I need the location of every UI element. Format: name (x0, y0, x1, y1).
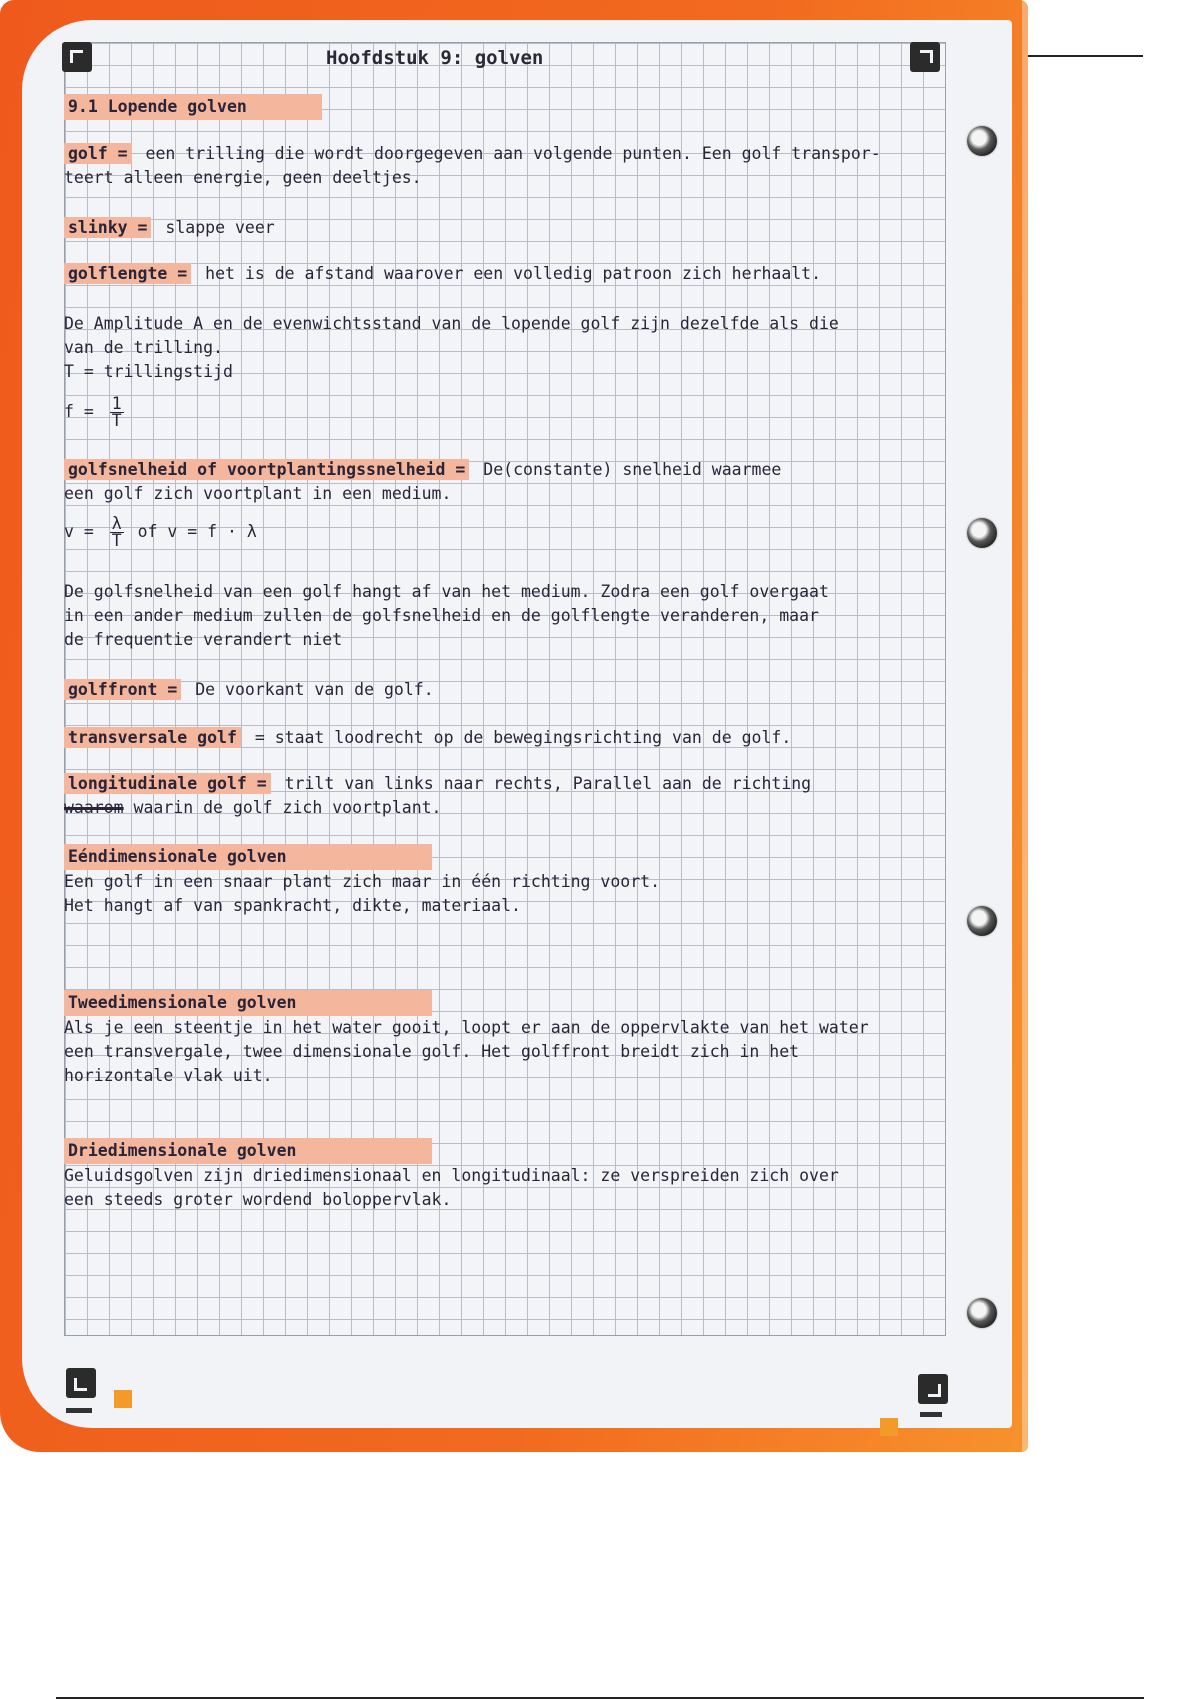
section-tweedimensionale (64, 990, 942, 1088)
binder-hole-2-icon (967, 518, 997, 548)
dash-marker-right (920, 1412, 942, 1417)
binder-hole-1-icon (967, 126, 997, 156)
fraction (110, 396, 124, 429)
definition-longitudinale (64, 772, 942, 820)
formula-rhs: of v = f · λ (137, 522, 257, 541)
definition-text: een golf zich voortplant in een medium. (64, 484, 452, 503)
paragraph-line: T = trillingstijd (64, 362, 233, 381)
section-eendimensionale (64, 844, 942, 918)
formula-lhs: v = (64, 522, 94, 541)
binder-hole-4-icon (967, 1298, 997, 1328)
section-heading-9-1 (64, 94, 942, 120)
heading-highlight: 9.1 Lopende golven (64, 94, 322, 120)
definition-golffront (64, 678, 942, 702)
bottom-rule (56, 1697, 1144, 1699)
definition-text: = staat loodrecht op de bewegingsrichting van de golf. (254, 728, 792, 747)
definition-text: trilt van links naar rechts, Parallel aan de richting (284, 774, 812, 793)
paragraph-line: horizontale vlak uit. (64, 1066, 273, 1085)
corner-marker-bottom-right-icon (918, 1374, 948, 1404)
definition-golfsnelheid (64, 458, 942, 506)
dash-marker-left (66, 1408, 92, 1413)
paragraph-line: Als je een steentje in het water gooit, loopt er aan de oppervlakte van het water (64, 1018, 869, 1037)
heading-highlight: Eéndimensionale golven (64, 844, 432, 870)
top-rule (1025, 55, 1143, 57)
fraction-denominator: T (111, 411, 122, 430)
term-highlight: transversale golf (64, 727, 241, 748)
definition-text: slappe veer (165, 218, 275, 237)
paragraph-line: Het hangt af van spankracht, dikte, materiaal. (64, 896, 521, 915)
corner-marker-top-left-icon (62, 42, 92, 72)
definition-text: het is de afstand waarover een volledig patroon zich herhaalt. (205, 264, 822, 283)
definition-golf (64, 142, 942, 190)
page-title: Hoofdstuk 9: golven (326, 47, 544, 69)
fraction (110, 516, 124, 549)
definition-text: teert alleen energie, geen deeltjes. (64, 168, 422, 187)
corner-marker-bottom-left-icon (66, 1368, 96, 1398)
paragraph-line: Een golf in een snaar plant zich maar in één richting voort. (64, 872, 661, 891)
paragraph-line: van de trilling. (64, 338, 223, 357)
paragraph-line: een transvergale, twee dimensionale golf. Het golffront breidt zich in het (64, 1042, 800, 1061)
heading-highlight: Driedimensionale golven (64, 1138, 432, 1164)
corner-marker-top-right-icon (910, 42, 940, 72)
term-highlight: golf = (64, 143, 132, 164)
binder-hole-3-icon (967, 906, 997, 936)
paragraph-line: een steeds groter wordend boloppervlak. (64, 1190, 452, 1209)
definition-text: waarin de golf zich voortplant. (133, 798, 442, 817)
orange-square-marker-left (114, 1390, 132, 1408)
definition-text: een trilling die wordt doorgegeven aan volgende punten. Een golf transpor- (145, 144, 881, 163)
struck-word: waarom (64, 798, 124, 817)
definition-text: De voorkant van de golf. (195, 680, 434, 699)
orange-square-marker-right (880, 1418, 898, 1436)
paragraph-line: in een ander medium zullen de golfsnelheid en de golflengte veranderen, maar (64, 606, 819, 625)
paragraph-line: de frequentie verandert niet (64, 630, 343, 649)
fraction-denominator: T (111, 531, 122, 550)
section-driedimensionale (64, 1138, 942, 1212)
paragraph-line: De Amplitude A en de evenwichtsstand van de lopende golf zijn dezelfde als die (64, 314, 839, 333)
definition-golflengte (64, 262, 942, 286)
term-highlight: slinky = (64, 217, 151, 238)
term-highlight: longitudinale golf = (64, 773, 271, 794)
term-highlight: golfsnelheid of voortplantingssnelheid = (64, 459, 469, 480)
formula-velocity (64, 516, 942, 549)
formula-frequency (64, 396, 942, 429)
formula-lhs: f = (64, 402, 94, 421)
fraction-numerator: 1 (111, 394, 122, 413)
amplitude-paragraph (64, 312, 942, 384)
definition-text: De(constante) snelheid waarmee (483, 460, 782, 479)
term-highlight: golflengte = (64, 263, 191, 284)
definition-transversale (64, 726, 942, 750)
paragraph-line: Geluidsgolven zijn driedimensionaal en longitudinaal: ze verspreiden zich over (64, 1166, 839, 1185)
paragraph-line: De golfsnelheid van een golf hangt af van het medium. Zodra een golf overgaat (64, 582, 829, 601)
definition-slinky (64, 216, 942, 240)
medium-paragraph (64, 580, 942, 652)
heading-highlight: Tweedimensionale golven (64, 990, 432, 1016)
term-highlight: golffront = (64, 679, 181, 700)
fraction-numerator: λ (111, 514, 122, 533)
